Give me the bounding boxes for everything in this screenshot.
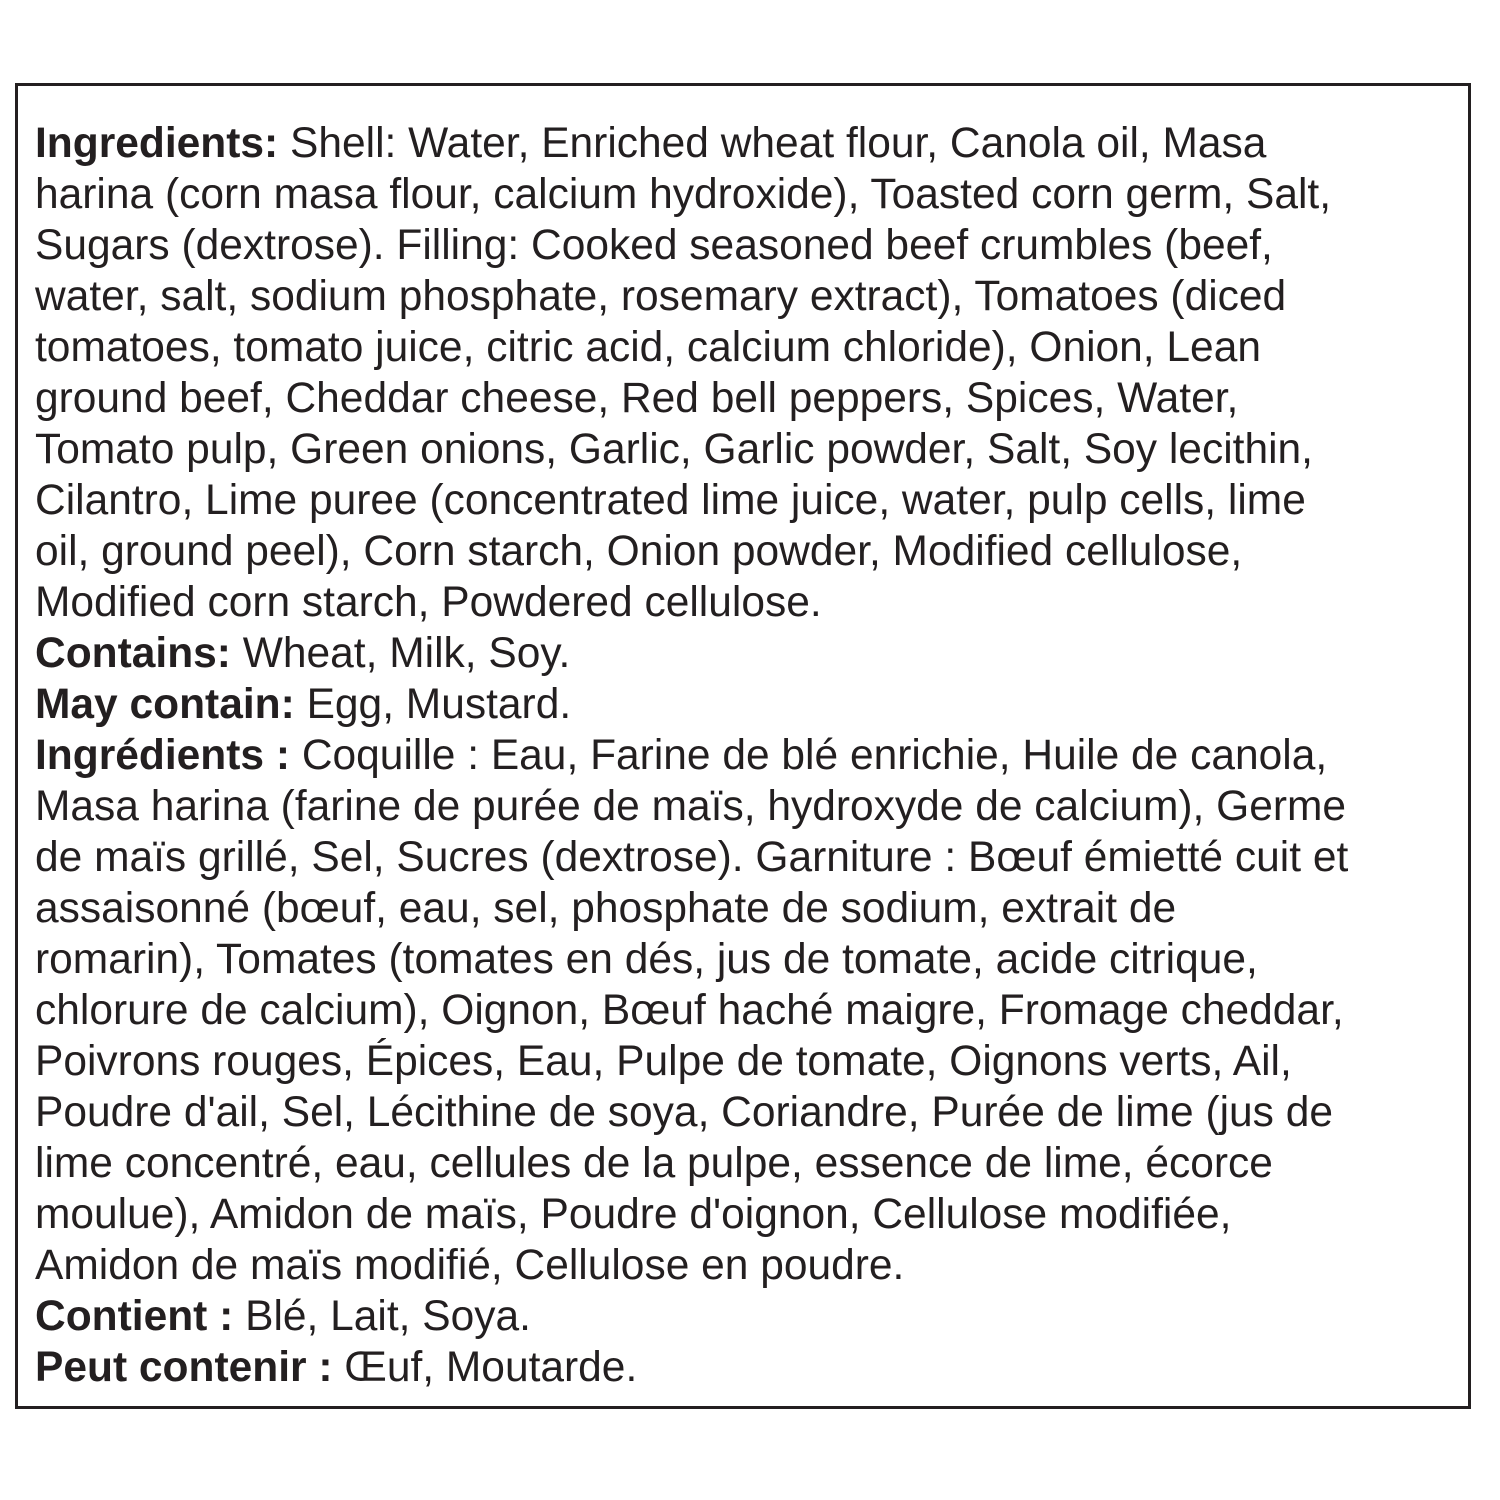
label-line-text: harina (corn masa flour, calcium hydroxide), Toasted corn germ, Salt, — [35, 171, 1332, 218]
label-line-text: Poudre d'ail, Sel, Lécithine de soya, Coriandre, Purée de lime (jus de — [35, 1089, 1334, 1136]
label-line-text: Masa harina (farine de purée de maïs, hydroxyde de calcium), Germe — [35, 783, 1347, 830]
label-line — [35, 475, 1465, 526]
label-line-text: Shell: Water, Enriched wheat flour, Canola oil, Masa — [278, 120, 1267, 167]
label-line-text: Sugars (dextrose). Filling: Cooked seasoned beef crumbles (beef, — [35, 222, 1273, 269]
label-line — [35, 577, 1465, 628]
label-line-text: tomatoes, tomato juice, citric acid, calcium chloride), Onion, Lean — [35, 324, 1261, 371]
label-line — [35, 373, 1465, 424]
label-line — [35, 679, 1465, 730]
label-line-text: Œuf, Moutarde. — [332, 1344, 638, 1391]
label-line-text: oil, ground peel), Corn starch, Onion powder, Modified cellulose, — [35, 528, 1243, 575]
label-line — [35, 424, 1465, 475]
label-line — [35, 883, 1465, 934]
label-line-text: moulue), Amidon de maïs, Poudre d'oignon, Cellulose modifiée, — [35, 1191, 1232, 1238]
label-line-text: Poivrons rouges, Épices, Eau, Pulpe de tomate, Oignons verts, Ail, — [35, 1038, 1292, 1085]
label-line — [35, 118, 1465, 169]
label-line — [35, 1087, 1465, 1138]
label-line-text: romarin), Tomates (tomates en dés, jus de tomate, acide citrique, — [35, 936, 1258, 983]
label-line — [35, 169, 1465, 220]
label-heading: Contains: — [35, 630, 231, 677]
label-line-text: Wheat, Milk, Soy. — [230, 630, 571, 677]
label-line-text: ground beef, Cheddar cheese, Red bell peppers, Spices, Water, — [35, 375, 1239, 422]
label-line — [35, 730, 1465, 781]
label-line — [35, 628, 1465, 679]
label-line-text: assaisonné (bœuf, eau, sel, phosphate de sodium, extrait de — [35, 885, 1177, 932]
ingredients-label-box — [15, 83, 1471, 1409]
label-line-text: Coquille : Eau, Farine de blé enrichie, Huile de canola, — [290, 732, 1328, 779]
label-line — [35, 832, 1465, 883]
label-line — [35, 781, 1465, 832]
label-line-text: water, salt, sodium phosphate, rosemary extract), Tomatoes (diced — [35, 273, 1287, 320]
label-heading: Ingredients: — [35, 120, 279, 167]
label-line-text: de maïs grillé, Sel, Sucres (dextrose). Garniture : Bœuf émietté cuit et — [35, 834, 1349, 881]
label-line-text: Amidon de maïs modifié, Cellulose en poudre. — [35, 1242, 905, 1289]
label-line — [35, 1138, 1465, 1189]
label-line — [35, 1189, 1465, 1240]
label-line — [35, 1342, 1465, 1393]
label-line-text: Cilantro, Lime puree (concentrated lime juice, water, pulp cells, lime — [35, 477, 1306, 524]
label-line — [35, 1240, 1465, 1291]
label-line-text: Blé, Lait, Soya. — [233, 1293, 531, 1340]
label-line-text: Modified corn starch, Powdered cellulose. — [35, 579, 822, 626]
label-line-text: chlorure de calcium), Oignon, Bœuf haché maigre, Fromage cheddar, — [35, 987, 1344, 1034]
label-line — [35, 526, 1465, 577]
label-heading: May contain: — [35, 681, 295, 728]
label-heading: Contient : — [35, 1293, 234, 1340]
label-line — [35, 985, 1465, 1036]
label-heading: Ingrédients : — [35, 732, 291, 779]
label-line — [35, 1291, 1465, 1342]
label-line — [35, 934, 1465, 985]
label-line-text: Egg, Mustard. — [294, 681, 572, 728]
label-heading: Peut contenir : — [35, 1344, 333, 1391]
label-line — [35, 271, 1465, 322]
label-line-text: Tomato pulp, Green onions, Garlic, Garlic powder, Salt, Soy lecithin, — [35, 426, 1313, 473]
label-line — [35, 1036, 1465, 1087]
label-line — [35, 220, 1465, 271]
label-line — [35, 322, 1465, 373]
ingredients-text-block — [35, 118, 1465, 1393]
label-line-text: lime concentré, eau, cellules de la pulpe, essence de lime, écorce — [35, 1140, 1273, 1187]
